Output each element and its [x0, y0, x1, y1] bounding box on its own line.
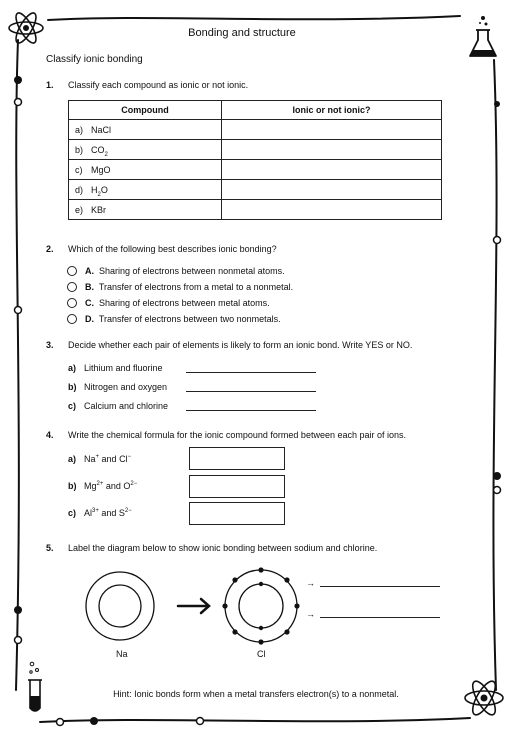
border-dot: [493, 472, 501, 480]
charge: −: [127, 454, 132, 460]
q4-prompt: Write the chemical formula for the ionic compound formed between each pair of ions.: [68, 430, 407, 440]
answer-box[interactable]: [189, 502, 285, 525]
charge: 2−: [124, 508, 132, 514]
subscript: 2: [97, 191, 101, 198]
q4-item: [68, 454, 131, 465]
and-text: and: [98, 508, 119, 518]
option-text: Sharing of electrons between metal atoms.: [99, 298, 270, 308]
column-header: Compound: [69, 101, 222, 120]
charge: 2−: [130, 481, 138, 487]
item-letter: b): [68, 481, 77, 491]
border-dot: [14, 606, 22, 614]
item-letter: c): [68, 401, 77, 411]
answer-cell[interactable]: [222, 200, 442, 220]
item-text: Calcium and chlorine: [84, 401, 169, 411]
answer-line[interactable]: [186, 372, 316, 373]
item-text: Lithium and fluorine: [84, 363, 163, 373]
q3-prompt: Decide whether each pair of elements is likely to form an ionic bond. Write YES or NO.: [68, 340, 413, 350]
answer-cell[interactable]: [222, 120, 442, 140]
option-text: Sharing of electrons between nonmetal atoms.: [99, 266, 285, 276]
ion: Cl: [119, 454, 128, 464]
ion: S: [118, 508, 125, 518]
answer-box[interactable]: [189, 447, 285, 470]
q3-item: [68, 401, 168, 412]
compound: KBr: [91, 204, 107, 215]
option-radio[interactable]: [67, 298, 77, 308]
item-letter: b): [68, 382, 77, 392]
q3-item: [68, 382, 167, 393]
q4-number: 4.: [46, 430, 54, 440]
item-text: Nitrogen and oxygen: [84, 382, 168, 392]
table-row: [69, 180, 442, 200]
compound: MgO: [91, 164, 111, 175]
label-arrow: →: [306, 578, 315, 588]
charge: 3+: [92, 508, 99, 514]
page-title: Bonding and structure: [188, 27, 296, 39]
label-line[interactable]: [320, 586, 440, 587]
subscript: 2: [104, 151, 108, 158]
answer-cell[interactable]: [222, 180, 442, 200]
option-radio[interactable]: [67, 266, 77, 276]
electrons: [222, 567, 299, 644]
chlorine-inner-shell: [239, 584, 283, 628]
option-letter: B.: [85, 282, 94, 292]
option-text: Transfer of electrons between two nonmetals.: [98, 314, 281, 324]
q4-item: [68, 508, 132, 519]
option-text: Transfer of electrons from a metal to a nonmetal.: [98, 282, 294, 292]
option-radio[interactable]: [67, 314, 77, 324]
q3-number: 3.: [46, 340, 54, 350]
row-letter: d): [75, 184, 84, 195]
answer-box[interactable]: [189, 475, 285, 498]
chlorine-label: Cl: [257, 649, 266, 659]
and-text: and: [103, 481, 124, 491]
q5-prompt: Label the diagram below to show ionic bonding between sodium and chlorine.: [68, 543, 378, 553]
section-title: Classify ionic bonding: [46, 54, 143, 65]
ion: O: [123, 481, 131, 491]
sodium-outer-shell: [86, 572, 154, 640]
compound: CO: [91, 144, 105, 155]
row-letter: c): [75, 164, 83, 175]
charge: +: [95, 454, 100, 460]
answer-line[interactable]: [186, 391, 316, 392]
ion: Na: [84, 454, 96, 464]
answer-cell[interactable]: [222, 140, 442, 160]
label-arrow: →: [306, 609, 315, 619]
table-row: [69, 200, 442, 220]
item-letter: a): [68, 363, 77, 373]
option-d: [85, 314, 281, 325]
table-row: [69, 160, 442, 180]
row-letter: b): [75, 144, 84, 155]
q4-item: [68, 481, 137, 492]
option-b: [85, 282, 293, 293]
sodium-label: Na: [116, 649, 128, 659]
bonding-diagram: [80, 566, 300, 646]
ion: Al: [84, 508, 93, 518]
row-letter: e): [75, 204, 84, 215]
test-tube-icon: [22, 658, 48, 716]
table-row: [69, 140, 442, 160]
compound: H: [91, 184, 98, 195]
border-dot: [14, 76, 22, 84]
item-letter: c): [68, 508, 77, 518]
option-letter: C.: [85, 298, 94, 308]
answer-cell[interactable]: [222, 160, 442, 180]
q2-number: 2.: [46, 244, 54, 254]
charge: 2+: [96, 481, 104, 487]
option-radio[interactable]: [67, 282, 77, 292]
hint-text: Hint: Ionic bonds form when a metal transfers electron(s) to a nonmetal.: [113, 689, 399, 699]
option-letter: D.: [85, 314, 94, 324]
ion: Mg: [84, 481, 97, 491]
row-letter: a): [75, 124, 84, 135]
item-letter: a): [68, 454, 77, 464]
table-row: [69, 120, 442, 140]
and-text: and: [99, 454, 120, 464]
q5-number: 5.: [46, 543, 54, 553]
sodium-inner-shell: [99, 585, 141, 627]
q2-prompt: Which of the following best describes ionic bonding?: [68, 244, 277, 254]
q3-item: [68, 363, 163, 374]
compound-tail: O: [100, 184, 108, 195]
label-line[interactable]: [320, 617, 440, 618]
q1-number: 1.: [46, 80, 54, 90]
border-dot: [494, 101, 500, 107]
option-c: [85, 298, 270, 309]
compound-table: [68, 100, 442, 220]
border-dot: [90, 717, 98, 725]
column-header: Ionic or not ionic?: [222, 101, 442, 120]
answer-line[interactable]: [186, 410, 316, 411]
option-letter: A.: [85, 266, 94, 276]
option-a: [85, 266, 285, 277]
q1-prompt: Classify each compound as ionic or not ionic.: [68, 80, 249, 90]
transfer-arrow: [178, 599, 209, 613]
compound: NaCl: [91, 124, 112, 135]
